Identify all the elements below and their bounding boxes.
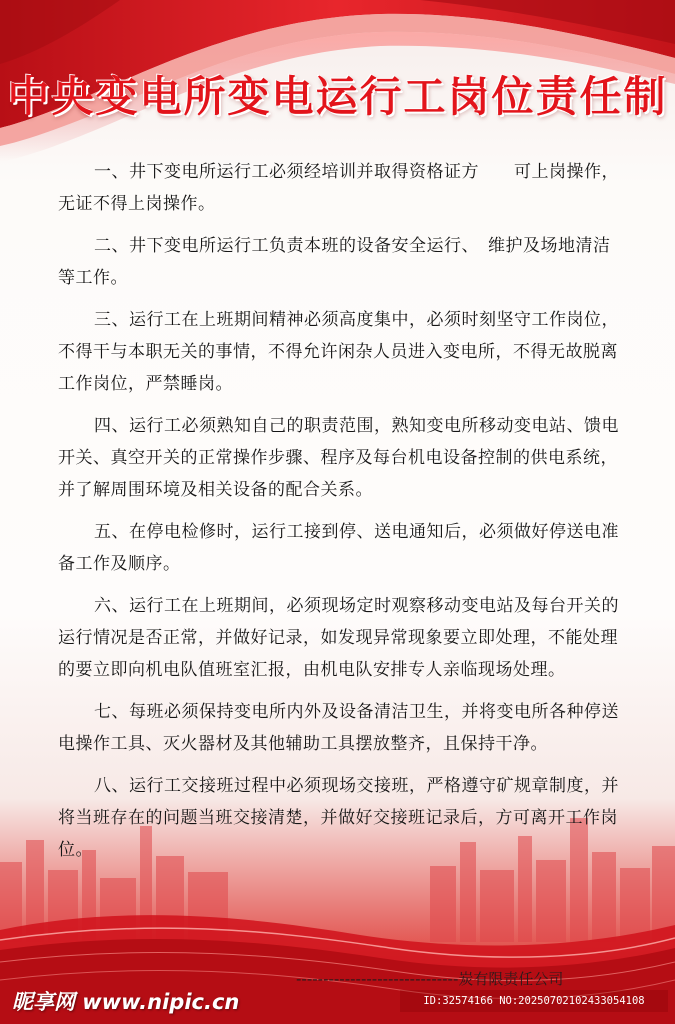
clause-5: 五、在停电检修时，运行工接到停、送电通知后，必须做好停送电准备工作及顺序。 [58, 522, 619, 574]
clause-4: 四、运行工必须熟知自己的职责范围，熟知变电所移动变电站、馈电开关、真空开关的正常操作步骤、程序及每台机电设备控制的供电系统，并了解周围环境及相关设备的配合关系。 [58, 416, 619, 500]
clause-1: 一、井下变电所运行工必须经培训并取得资格证方 可上岗操作，无证不得上岗操作。 [58, 162, 619, 214]
document-title: 中央变电所变电运行工岗位责任制 [7, 72, 668, 121]
clause-7: 七、每班必须保持变电所内外及设备清洁卫生，并将变电所各种停送电操作工具、灭火器材及其他辅助工具摆放整齐，且保持干净。 [58, 702, 619, 754]
clause-6: 六、运行工在上班期间，必须现场定时观察移动变电站及每台开关的运行情况是否正常，并做好记录，如发现异常现象要立即处理，不能处理的要立即向机电队值班室汇报，由机电队安排专人亲临现场处理。 [58, 596, 619, 680]
document-body [58, 156, 621, 876]
company-signature: ------------------------------炭有限责任公司 [296, 970, 564, 988]
clause-2: 二、井下变电所运行工负责本班的设备安全运行、 维护及场地清洁等工作。 [58, 236, 611, 288]
clause-8: 八、运行工交接班过程中必须现场交接班，严格遵守矿规章制度，并将当班存在的问题当班交接清楚，并做好交接班记录后，方可离开工作岗位。 [58, 776, 619, 860]
watermark-logo: 昵享网 www.nipic.cn [12, 990, 240, 1014]
watermark-id: ID:32574166 NO:20250702102433054108 [400, 990, 668, 1012]
clause-3: 三、运行工在上班期间精神必须高度集中，必须时刻坚守工作岗位，不得干与本职无关的事情，不得允许闲杂人员进入变电所，不得无故脱离工作岗位，严禁睡岗。 [58, 310, 619, 394]
